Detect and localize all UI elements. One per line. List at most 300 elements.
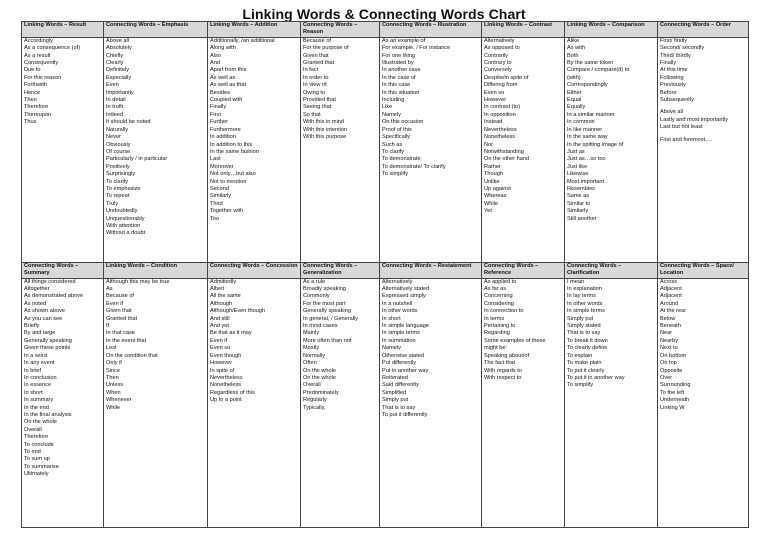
column-header-label: Connecting Words – Space/ Location bbox=[660, 262, 734, 277]
header-row bbox=[22, 22, 749, 38]
list-item: However bbox=[210, 360, 233, 367]
list-item: To put it differently bbox=[382, 411, 428, 418]
list-item: In other words bbox=[382, 308, 418, 315]
list-item: Similarly bbox=[567, 208, 589, 215]
list-item: Regarding bbox=[484, 330, 510, 337]
list-item: In fact bbox=[303, 67, 319, 74]
list-item: As far as bbox=[484, 286, 507, 293]
list-item: Above all bbox=[106, 37, 130, 44]
list-item: Even so bbox=[210, 345, 231, 352]
list-item: Up to a point bbox=[210, 397, 242, 404]
list-item: In that case bbox=[106, 330, 135, 337]
list-item: Often bbox=[303, 360, 317, 367]
word-list-cell bbox=[658, 37, 749, 262]
list-item: might be: bbox=[484, 345, 508, 352]
list-item: Because of bbox=[106, 293, 134, 300]
list-item: As an example of bbox=[382, 37, 426, 44]
list-item: And still bbox=[210, 315, 230, 322]
list-item: Underneath bbox=[660, 397, 690, 404]
column-header-label: Linking Words – Condition bbox=[106, 262, 178, 269]
list-item: On this occasion bbox=[382, 119, 424, 126]
list-item: To clarify bbox=[382, 148, 405, 155]
column-header-label: Connecting Words – Summary bbox=[24, 262, 79, 277]
list-item: Over bbox=[660, 374, 673, 381]
list-item: While bbox=[484, 200, 498, 207]
list-item: With regards to bbox=[484, 367, 522, 374]
list-item: First/ firstly bbox=[660, 37, 688, 44]
list-item: Thereupon bbox=[24, 111, 52, 118]
list-item: Second/ secondly bbox=[660, 45, 705, 52]
list-item: In the spitting image of bbox=[567, 141, 624, 148]
column-header bbox=[22, 22, 104, 38]
list-item: Second bbox=[210, 185, 229, 192]
list-item: Adjacent bbox=[660, 286, 682, 293]
list-item: On top bbox=[660, 360, 677, 367]
list-item: Without a doubt bbox=[106, 230, 146, 237]
list-item: In a similar manner bbox=[567, 111, 615, 118]
list-item: By the same token bbox=[567, 60, 614, 67]
list-item: Only if bbox=[106, 360, 122, 367]
list-item: Next to bbox=[660, 345, 678, 352]
list-item: Just like bbox=[567, 163, 588, 170]
word-list-cell bbox=[482, 278, 565, 527]
list-item: On bottom bbox=[660, 352, 687, 359]
list-item: Last but not least bbox=[660, 124, 703, 131]
list-item: Furthermore bbox=[210, 126, 241, 133]
list-item: By and large bbox=[24, 330, 56, 337]
list-item: Said differently bbox=[382, 382, 419, 389]
list-item: Even if bbox=[210, 337, 228, 344]
list-item: Additionally, /an additional bbox=[210, 37, 275, 44]
list-item: In the same fashion bbox=[210, 148, 259, 155]
word-list-cell bbox=[104, 278, 208, 527]
page-title: Linking Words & Connecting Words Chart bbox=[242, 6, 526, 22]
list-item: Surrounding bbox=[660, 382, 691, 389]
column-header bbox=[565, 262, 658, 278]
list-item: That is to say bbox=[567, 330, 601, 337]
list-item: As with bbox=[567, 45, 586, 52]
list-item: Altogether bbox=[24, 286, 50, 293]
list-item: Expressed simply bbox=[382, 293, 426, 300]
list-item: Some examples of these bbox=[484, 337, 546, 344]
column-header bbox=[658, 262, 749, 278]
list-item: In the final analysis bbox=[24, 411, 72, 418]
list-item: The fact that bbox=[484, 360, 516, 367]
list-item: Admittedly bbox=[210, 278, 237, 285]
list-item: As bbox=[106, 286, 113, 293]
list-item: Adjacent bbox=[660, 293, 682, 300]
list-item: Given that bbox=[303, 52, 329, 59]
list-item: Previously bbox=[660, 82, 686, 89]
list-item: Thus bbox=[24, 119, 37, 126]
list-item: As shown above bbox=[24, 308, 66, 315]
list-item: Although bbox=[210, 300, 233, 307]
list-item: As applied to bbox=[484, 278, 517, 285]
column-header bbox=[104, 262, 208, 278]
list-item: In view of bbox=[303, 82, 327, 89]
list-item: Contrarily bbox=[484, 52, 508, 59]
list-item: To explain bbox=[567, 352, 593, 359]
list-item: Proof of this bbox=[382, 126, 412, 133]
list-item: Then bbox=[24, 97, 37, 104]
list-item: To summarise bbox=[24, 463, 59, 470]
list-item: In essence bbox=[24, 382, 52, 389]
list-item: Nevertheless bbox=[484, 126, 517, 133]
list-item: Even so bbox=[484, 89, 505, 96]
list-item: In truth bbox=[106, 104, 124, 111]
list-item: Nonetheless bbox=[210, 382, 242, 389]
list-item: On the whole bbox=[303, 374, 336, 381]
list-item: All things considered bbox=[24, 278, 76, 285]
list-item: Following bbox=[660, 74, 684, 81]
column-header-label: Connecting Words – Order bbox=[660, 22, 732, 28]
list-item: Generally speaking bbox=[24, 337, 72, 344]
list-item: Finally bbox=[210, 104, 227, 111]
list-item: Third bbox=[210, 200, 223, 207]
list-item: In brief bbox=[24, 367, 42, 374]
word-list-cell bbox=[104, 37, 208, 262]
list-item: Normally bbox=[303, 352, 326, 359]
list-item: In short bbox=[382, 315, 401, 322]
column-header-label: Linking Words – Result bbox=[24, 22, 87, 28]
list-item: Subsequently bbox=[660, 97, 694, 104]
list-item: Differing from bbox=[484, 82, 518, 89]
list-item: Simply stated bbox=[567, 323, 601, 330]
list-item: Below bbox=[660, 315, 676, 322]
list-item: Most important bbox=[567, 178, 604, 185]
list-item: Instead bbox=[484, 119, 503, 126]
list-item: As well as that bbox=[210, 82, 247, 89]
list-item: Absolutely bbox=[106, 45, 132, 52]
list-item: With attention bbox=[106, 222, 141, 229]
list-item: In simple language bbox=[382, 323, 429, 330]
list-item: Yet bbox=[484, 208, 492, 215]
list-item: I mean bbox=[567, 278, 585, 285]
list-item: Lastly and most importantly bbox=[660, 116, 729, 123]
list-item: In detail bbox=[106, 97, 126, 104]
list-item: Truly bbox=[106, 200, 119, 207]
list-item: Conversely bbox=[484, 67, 512, 74]
list-item: To clarify bbox=[106, 178, 129, 185]
list-item: To end bbox=[24, 448, 41, 455]
list-item: With respect to bbox=[484, 374, 522, 381]
list-item: Compare / compare(d) to bbox=[567, 67, 630, 74]
list-item: Generally speaking bbox=[303, 308, 351, 315]
column-header-label: Connecting Words – Reference bbox=[484, 262, 539, 277]
list-item: In most cases bbox=[303, 323, 338, 330]
list-item: Equal bbox=[567, 97, 582, 104]
list-item: Therefore bbox=[24, 434, 49, 441]
list-item: In terms bbox=[484, 315, 505, 322]
list-item: In addition bbox=[210, 134, 236, 141]
list-item: Then bbox=[106, 374, 119, 381]
list-item: To make plain bbox=[567, 360, 602, 367]
list-item: Opposite bbox=[660, 367, 683, 374]
list-item: Never bbox=[106, 134, 121, 141]
word-list-cell bbox=[301, 278, 380, 527]
column-header bbox=[208, 262, 301, 278]
header-row bbox=[22, 262, 749, 278]
list-item: Of course bbox=[106, 148, 131, 155]
list-item: To simplify bbox=[567, 382, 594, 389]
list-item: Regardless of this bbox=[210, 389, 255, 396]
list-item: To demonstrate bbox=[382, 156, 421, 163]
column-header bbox=[658, 22, 749, 38]
list-item: In connection to bbox=[484, 308, 524, 315]
list-item: Unlike bbox=[484, 178, 500, 185]
list-item: In other words bbox=[567, 300, 603, 307]
list-item: Whenever bbox=[106, 397, 132, 404]
list-item: Either bbox=[567, 89, 582, 96]
list-item: Due to bbox=[24, 67, 41, 74]
column-header-label: Linking Words – Contrast bbox=[484, 22, 552, 28]
list-item: Surprisingly bbox=[106, 171, 136, 178]
list-item: In explanation bbox=[567, 286, 602, 293]
list-item: Unquestionably bbox=[106, 215, 145, 222]
list-item: If bbox=[106, 323, 110, 330]
list-item: So that bbox=[303, 111, 321, 118]
list-item: In the event that bbox=[106, 337, 147, 344]
list-item: Illustrated by bbox=[382, 60, 414, 67]
list-item: Not only…but also bbox=[210, 171, 256, 178]
list-item: Mostly bbox=[303, 345, 320, 352]
list-item: Even if bbox=[106, 300, 124, 307]
list-item: Especially bbox=[106, 74, 132, 81]
list-item: Regularly bbox=[303, 397, 327, 404]
list-item: More often than not bbox=[303, 337, 352, 344]
list-item: Near bbox=[660, 330, 673, 337]
list-item: On the whole bbox=[303, 367, 336, 374]
list-item: To simplify bbox=[382, 171, 409, 178]
list-item: Granted that bbox=[303, 60, 335, 67]
list-item: In general, / Generally bbox=[303, 315, 359, 322]
column-header bbox=[104, 22, 208, 38]
column-header-label: Linking Words – Comparison bbox=[567, 22, 645, 28]
word-list-cell bbox=[208, 37, 301, 262]
list-item: To put it in another way bbox=[567, 374, 625, 381]
list-item: Commonly bbox=[303, 293, 330, 300]
list-item: For one thing bbox=[382, 52, 415, 59]
list-item: Simplified bbox=[382, 389, 407, 396]
list-item: In addition to this bbox=[210, 141, 253, 148]
list-item: In any event bbox=[24, 360, 55, 367]
list-item: In this situation bbox=[382, 89, 420, 96]
list-item: Particularly / in particular bbox=[106, 156, 168, 163]
list-item: Given these points bbox=[24, 345, 71, 352]
list-item: Forthwith bbox=[24, 82, 48, 89]
list-item: Predominately bbox=[303, 389, 339, 396]
list-item: For the most part bbox=[303, 300, 346, 307]
list-item: In simple terms bbox=[567, 308, 605, 315]
list-item: Given that bbox=[106, 308, 132, 315]
list-item: Not to mention bbox=[210, 178, 247, 185]
list-item: For this reason bbox=[24, 74, 62, 81]
list-item: Otherwise stated bbox=[382, 352, 424, 359]
column-header bbox=[301, 22, 380, 38]
list-item: Nearby bbox=[660, 337, 679, 344]
list-item: Put in another way bbox=[382, 367, 429, 374]
list-item: Overall bbox=[24, 426, 42, 433]
list-item: At this time bbox=[660, 67, 688, 74]
list-item: In like manner bbox=[567, 126, 603, 133]
list-item: Notwithstanding bbox=[484, 148, 524, 155]
list-item: Alike bbox=[567, 37, 580, 44]
list-item: Pertaining to bbox=[484, 323, 516, 330]
list-item: Hence bbox=[24, 89, 41, 96]
list-item: Just as…so too bbox=[567, 156, 606, 163]
list-item: Obviously bbox=[106, 141, 131, 148]
list-item: Speaking about/of bbox=[484, 352, 530, 359]
list-item: Across bbox=[660, 278, 678, 285]
column-header-label: Connecting Words – Reason bbox=[303, 22, 358, 36]
list-item: Like bbox=[382, 104, 393, 111]
list-item: Mainly bbox=[303, 330, 320, 337]
list-item: To the left bbox=[660, 389, 685, 396]
list-item: Specifically bbox=[382, 134, 410, 141]
list-item: To clearly define bbox=[567, 345, 608, 352]
list-item: Even though bbox=[210, 352, 242, 359]
list-item: Third/ thirdly bbox=[660, 52, 691, 59]
list-item: Ultimately bbox=[24, 471, 49, 478]
list-item: Since bbox=[106, 367, 120, 374]
list-item: In lay terms bbox=[567, 293, 596, 300]
list-item: Provided that bbox=[303, 97, 336, 104]
list-item: To put it clearly bbox=[567, 367, 605, 374]
list-item: That is to say bbox=[382, 404, 416, 411]
list-item: Above all bbox=[660, 109, 684, 116]
list-item: Same as bbox=[567, 193, 590, 200]
list-item: Briefly bbox=[24, 323, 40, 330]
content-row bbox=[22, 37, 749, 262]
list-item: Such as bbox=[382, 141, 403, 148]
list-item: As a rule bbox=[303, 278, 326, 285]
list-item: At the rear bbox=[660, 308, 687, 315]
list-item: Last bbox=[210, 156, 221, 163]
word-list-cell bbox=[208, 278, 301, 527]
list-item: With this intention bbox=[303, 126, 348, 133]
word-list-cell bbox=[565, 278, 658, 527]
list-item: In the same way bbox=[567, 134, 608, 141]
content-row bbox=[22, 278, 749, 527]
list-item: Lest bbox=[106, 345, 117, 352]
list-item: On the other hand bbox=[484, 156, 530, 163]
list-item: Accordingly bbox=[24, 37, 53, 44]
list-item: In contrast (to) bbox=[484, 104, 521, 111]
word-list-cell bbox=[658, 278, 749, 527]
list-item: Resembles bbox=[567, 185, 595, 192]
list-item: Both bbox=[567, 52, 579, 59]
list-item: Albeit bbox=[210, 286, 224, 293]
list-item: As a consequence (of) bbox=[24, 45, 80, 52]
list-item: Just as bbox=[567, 148, 585, 155]
list-item: Broadly speaking bbox=[303, 286, 346, 293]
list-item: In opposition bbox=[484, 111, 516, 118]
list-item: In conclusion bbox=[24, 374, 57, 381]
column-header-label: Connecting Words – Clarification bbox=[567, 262, 622, 277]
linking-words-table bbox=[21, 21, 749, 528]
list-item: In short bbox=[24, 389, 43, 396]
word-list-cell bbox=[22, 278, 104, 527]
list-item: In the end bbox=[24, 404, 49, 411]
list-item: Positively bbox=[106, 163, 130, 170]
list-item: As well as bbox=[210, 74, 236, 81]
column-header-label: Linking Words – Addition bbox=[210, 22, 278, 28]
list-item: In a nutshell bbox=[382, 300, 413, 307]
list-item: Namely bbox=[382, 111, 401, 118]
list-item: Also bbox=[210, 52, 221, 59]
list-item: Consequently bbox=[24, 60, 59, 67]
column-header bbox=[22, 262, 104, 278]
list-item: Alternatively bbox=[484, 37, 515, 44]
list-item: Including bbox=[382, 97, 405, 104]
list-item: Be that as it may bbox=[210, 330, 252, 337]
list-item: In spite of bbox=[210, 367, 235, 374]
column-header-label: Connecting Words – Illustration bbox=[382, 22, 467, 28]
list-item: As opposed to bbox=[484, 45, 520, 52]
column-header bbox=[380, 22, 482, 38]
list-item: Too bbox=[210, 215, 220, 222]
word-list-cell bbox=[565, 37, 658, 262]
list-item: (with) bbox=[567, 74, 581, 81]
list-item: Naturally bbox=[106, 126, 129, 133]
list-item: Chiefly bbox=[106, 52, 124, 59]
list-item: As noted bbox=[24, 300, 47, 307]
column-header bbox=[208, 22, 301, 38]
list-item: As you can see bbox=[24, 315, 63, 322]
list-item: Definitely bbox=[106, 67, 130, 74]
list-item: For example, / For instance bbox=[382, 45, 451, 52]
list-item: Clearly bbox=[106, 60, 124, 67]
list-item: To demonstrate/ To clarify bbox=[382, 163, 446, 170]
list-item: To emphasize bbox=[106, 185, 141, 192]
list-item: Although this may be true bbox=[106, 278, 170, 285]
list-item: Alternatively stated bbox=[382, 286, 430, 293]
list-item: In the case of bbox=[382, 74, 416, 81]
list-item: Linking W bbox=[660, 404, 685, 411]
list-item: In order to bbox=[303, 74, 329, 81]
list-item: Around bbox=[660, 300, 679, 307]
column-header-label: Connecting Words – Restatement bbox=[382, 262, 472, 269]
list-item: Together with bbox=[210, 208, 244, 215]
list-item: When bbox=[106, 389, 121, 396]
list-item: On the whole bbox=[24, 419, 57, 426]
list-item: Finally bbox=[660, 60, 677, 67]
list-item: Whereas bbox=[484, 193, 507, 200]
list-item: Put differently bbox=[382, 360, 417, 367]
list-item: With this purpose bbox=[303, 134, 347, 141]
list-item: Simply put bbox=[382, 397, 409, 404]
list-item: Because of bbox=[303, 37, 331, 44]
list-item: Namely bbox=[382, 345, 401, 352]
list-item: Although/Even though bbox=[210, 308, 266, 315]
list-item: Similarly bbox=[210, 193, 232, 200]
list-item: Further bbox=[210, 119, 229, 126]
list-item: First bbox=[210, 111, 221, 118]
list-item: Despite/in spite of bbox=[484, 74, 529, 81]
column-header-label: Connecting Words – Concession bbox=[210, 262, 298, 269]
word-list-cell bbox=[380, 37, 482, 262]
list-item: Indeed bbox=[106, 111, 124, 118]
list-item: Rather bbox=[484, 163, 501, 170]
list-item: Nonetheless bbox=[484, 134, 516, 141]
list-item: Reiterated bbox=[382, 374, 408, 381]
list-item: Contrary to bbox=[484, 60, 512, 67]
column-header bbox=[482, 262, 565, 278]
list-item: Granted that bbox=[106, 315, 138, 322]
list-item: Coupled with bbox=[210, 97, 243, 104]
list-item: Similar to bbox=[567, 200, 591, 207]
list-item: To repeat bbox=[106, 193, 130, 200]
